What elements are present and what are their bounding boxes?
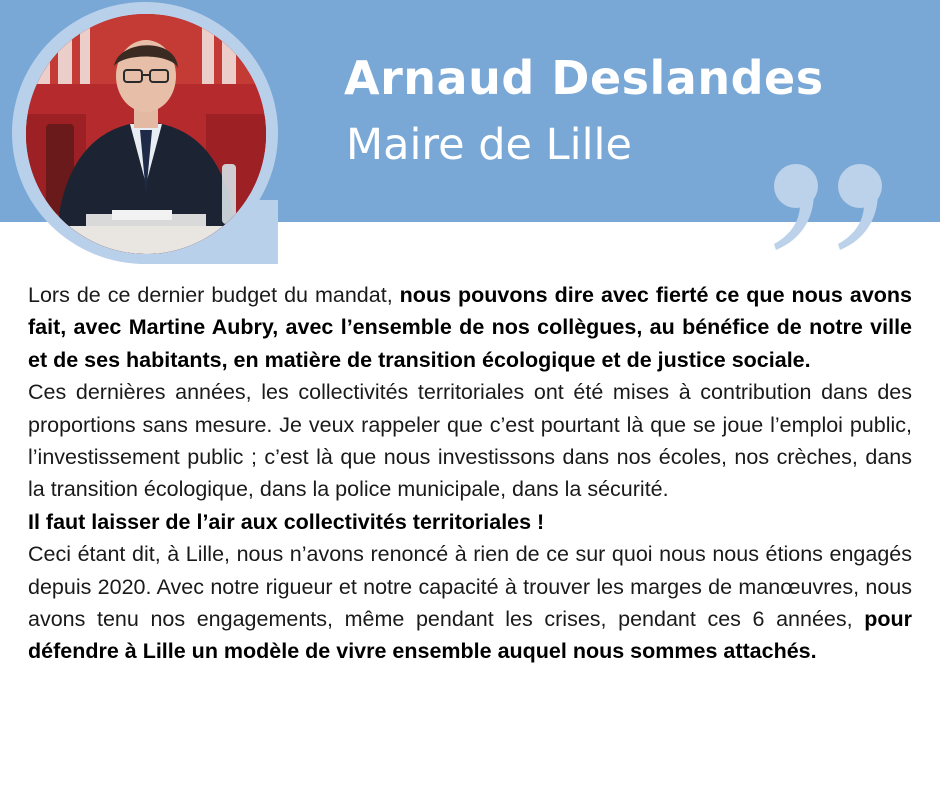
- speaker-role: Maire de Lille: [346, 120, 632, 170]
- quote-p1-intro: Lors de ce dernier budget du mandat,: [28, 283, 400, 307]
- quote-p1-emphasis: nous pouvons dire avec fierté ce que nous avons fait, avec Martine Aubry, avec l’ensemble de nos collègues, au bénéfice de notre ville et de ses habitants, en matière de transition écologique et de justice sociale.: [28, 283, 912, 372]
- quote-p4-emphasis: pour défendre à Lille un modèle de vivre ensemble auquel nous sommes attachés.: [28, 607, 912, 664]
- quote-p4-body: Ceci étant dit, à Lille, nous n’avons renoncé à rien de ce sur quoi nous nous étions engagés depuis 2020. Avec notre rigueur et notre capacité à trouver les marges de manœuvres, nous avons tenu nos engagements, même pendant les crises, pendant ces 6 années,: [28, 542, 912, 632]
- quote-body: [28, 279, 912, 668]
- portrait-photo: [26, 14, 266, 254]
- quote-paragraph-4: [28, 538, 912, 668]
- quote-paragraph-2: Ces dernières années, les collectivités territoriales ont été mises à contribution dans des proportions sans mesure. Je veux rappeler que c’est pourtant là que se joue l’emploi public, l’investissement public ; c’est là que nous investissons dans nos écoles, nos crèches, dans la transition écologique, dans la police municipale, dans la sécurité.: [28, 380, 912, 502]
- quote-paragraph-1: [28, 279, 912, 376]
- quote-p3-emphasis: Il faut laisser de l’air aux collectivités territoriales !: [28, 509, 545, 534]
- quote-paragraph-3: [28, 506, 912, 538]
- closing-quote-icon: [770, 160, 892, 257]
- speaker-name: Arnaud Deslandes: [344, 51, 824, 105]
